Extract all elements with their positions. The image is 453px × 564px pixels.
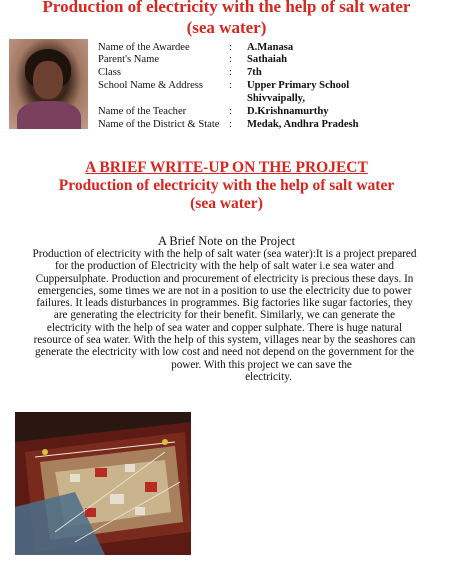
colon: : (229, 54, 232, 65)
photo-face (33, 61, 63, 99)
writeup-title-line1: Production of electricity with the help of salt water (58, 177, 395, 194)
colon: : (229, 80, 232, 91)
page-title-line2: (sea water) (186, 18, 267, 37)
awardee-photo (9, 39, 88, 129)
colon: : (229, 106, 232, 117)
note-line: electricity with the help of sea water and copper sulphate. There is huge natural (46, 321, 403, 334)
note-line: for the production of Electricity with the help of salt water i.e sea water and (55, 260, 394, 273)
label-awardee-name: Name of the Awardee (98, 42, 190, 53)
value-parent-name: Sathaiah (247, 54, 288, 65)
colon: : (229, 119, 232, 130)
note-line: failures. It leads disturbances in programmes. Big factories like sugar factories, they (36, 297, 413, 310)
note-line: electricity. (245, 370, 292, 383)
note-line: are generating the electricity for their benefit. Similarly, we can generate the (53, 309, 396, 322)
value-class: 7th (247, 67, 262, 78)
value-district-state: Medak, Andhra Pradesh (247, 119, 359, 130)
page-title-line1: Production of electricity with the help of salt water (42, 0, 411, 16)
label-parent-name: Parent's Name (98, 54, 160, 65)
label-district-state: Name of the District & State (98, 119, 220, 130)
colon: : (229, 67, 232, 78)
value-teacher: D.Krishnamurthy (247, 106, 329, 117)
note-paragraph (6, 248, 443, 383)
note-line: Cuppersulphate. Production and procurement of electricity is precious these days. In (35, 272, 414, 285)
value-school: Upper Primary School (247, 80, 350, 91)
label-school: School Name & Address (98, 80, 204, 91)
writeup-heading: A BRIEF WRITE-UP ON THE PROJECT (85, 159, 368, 176)
note-line: Production of electricity with the help of salt water (sea water):It is a project prepared (32, 248, 417, 260)
colon: : (229, 42, 232, 53)
note-line: emergencies, some times we are not in a position to use the electricity due to power (37, 284, 412, 297)
value-school-address: Shivvaipally, (247, 93, 305, 104)
note-heading: A Brief Note on the Project (157, 234, 296, 248)
value-awardee-name: A.Manasa (247, 42, 294, 53)
writeup-title-line2: (sea water) (190, 195, 263, 212)
note-line: power. With this project we can save the (171, 358, 352, 371)
label-teacher: Name of the Teacher (98, 106, 187, 117)
photo-body (17, 101, 81, 129)
note-line: generate the electricity with low cost and need not depend on the government for the (35, 346, 414, 359)
project-model-photo (15, 412, 191, 555)
note-line: resource of sea water. With the help of this system, villages near by the seashores can (33, 334, 416, 347)
label-class: Class (98, 67, 121, 78)
